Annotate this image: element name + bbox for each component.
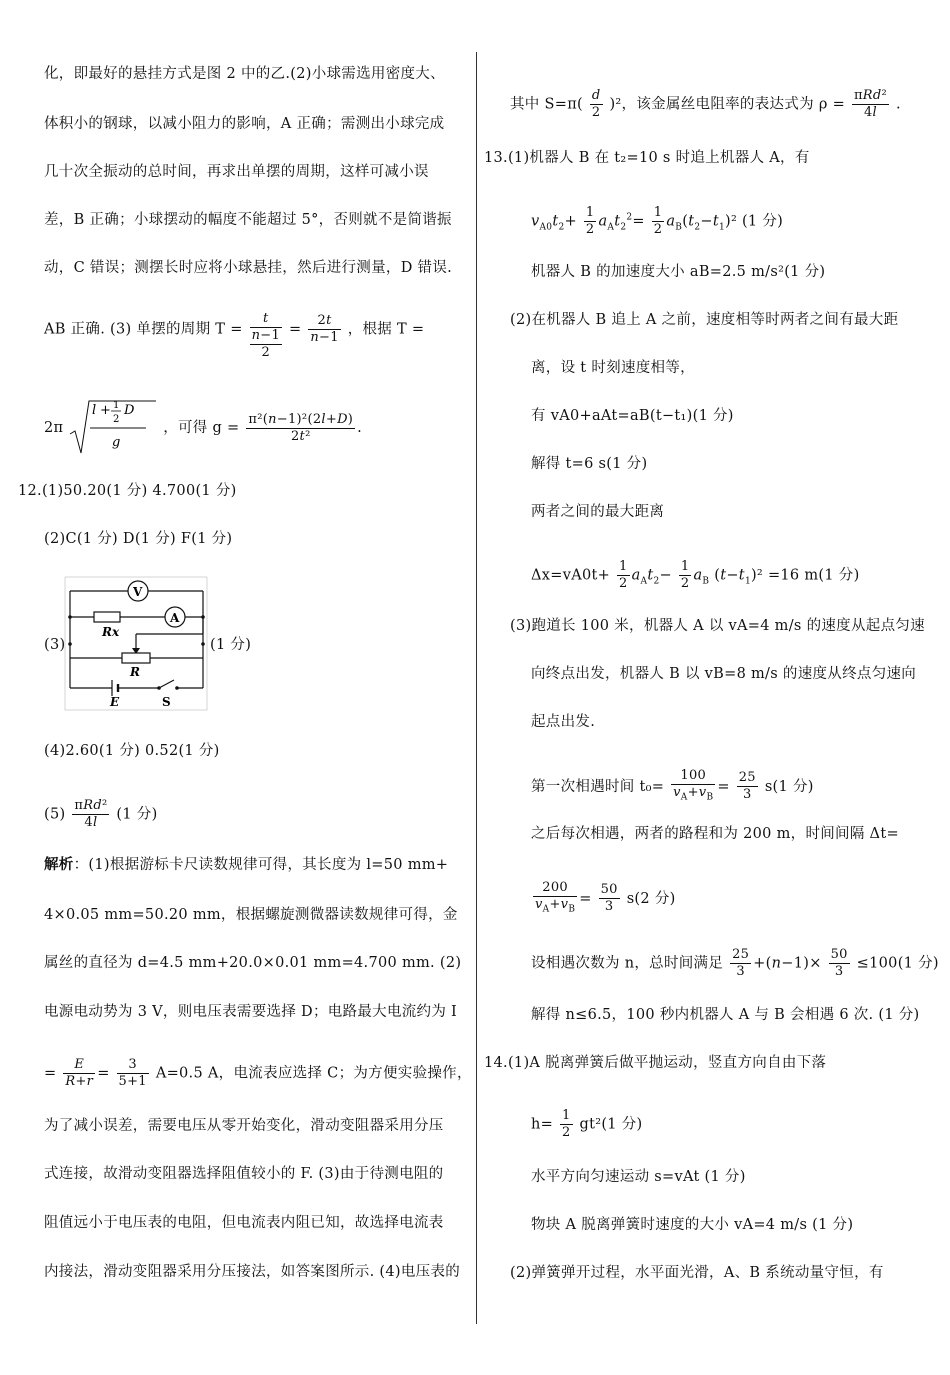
svg-text:+: + <box>100 403 112 418</box>
period-formula-line: AB 正确. (3) 单摆的周期 T = t n−1 2 = $\frac{2t}{n-1}$ ，根据 T = <box>44 311 425 360</box>
q12-part5 <box>44 798 158 831</box>
text-line: 4×0.05 mm=50.20 mm，根据螺旋测微器读数规律可得，金 <box>44 907 458 923</box>
q12-part2: (2)C(1 分) D(1 分) F(1 分) <box>44 531 233 547</box>
text-segment: s(1 分) <box>764 778 814 795</box>
fraction: $\frac{E}{R+r}$ <box>65 1057 94 1089</box>
text-segment: 设相遇次数为 n，总时间满足 <box>531 955 724 972</box>
text-line: 有 vA0+aAt=aB(t−t₁)(1 分) <box>531 408 734 424</box>
text-segment: h= <box>531 1116 554 1133</box>
fraction: $\frac{\text{πRd²}}{4l}$ <box>74 798 108 830</box>
ammeter-label: A <box>170 611 180 625</box>
column-divider <box>476 52 477 1324</box>
switch-label: S <box>162 695 171 709</box>
text-line: 内接法，滑动变阻器采用分压接法，如答案图所示. (4)电压表的 <box>44 1264 461 1280</box>
text-line: 水平方向匀速运动 s=vAt (1 分) <box>531 1169 746 1185</box>
text-line: 解得 t=6 s(1 分) <box>531 456 648 472</box>
text-line: 离，设 t 时刻速度相等， <box>531 360 695 376</box>
current-formula-line: = $\frac{E}{R+r}$ = $\frac{3}{5+1}$ A=0.5 A，电流表应选择 C；为方便实验操作， <box>44 1057 472 1089</box>
analysis-heading: 解析 <box>44 856 74 873</box>
q13-first-meet: 第一次相遇时间 t₀= $\frac{100}{v_A+v_B}$ = $\frac{25}{3}$ s(1 分) <box>531 768 814 803</box>
text-segment: 2π <box>44 420 64 436</box>
fraction: $\frac{2t}{n-1}$ <box>310 313 339 345</box>
circuit-diagram <box>62 576 208 712</box>
text-segment: (1 分) <box>741 213 784 230</box>
rheostat-label: R <box>130 665 140 679</box>
text-line: (3)跑道长 100 米，机器人 A 以 vA=4 m/s 的速度从起点匀速 <box>510 618 925 634</box>
fraction: $\frac{\text{π²(n−1)²(2l+D)}}{\text{2t²}}$ <box>248 411 354 444</box>
voltmeter-label: V <box>133 585 143 599</box>
text-line: (2)弹簧弹开过程，水平面光滑，A、B 系统动量守恒，有 <box>510 1265 884 1281</box>
resistor-rx-icon <box>94 612 120 622</box>
text-line: 机器人 B 的加速度大小 aB=2.5 m/s²(1 分) <box>531 264 826 280</box>
text-line: 向终点出发，机器人 B 以 vB=8 m/s 的速度从终点匀速向 <box>531 666 917 682</box>
gravity-formula-line: 2π l + 1 2 D g ，可得 g = $\frac{\text{π²(n−1)²(2l+D)}}{\text{2t²}}$ . <box>44 398 362 458</box>
svg-text:D: D <box>124 403 136 418</box>
q13-count-inequality: 设相遇次数为 n，总时间满足 $\frac{25}{3}$ +(n−1)× $\frac{50}{3}$ ≤100(1 分) <box>531 947 939 979</box>
text-segment: = <box>44 1065 57 1082</box>
analysis-line <box>44 855 448 875</box>
text-line: 体积小的钢球，以减小阻力的影响，A 正确；需测出小球完成 <box>44 116 445 132</box>
text-line: 电源电动势为 3 V，则电压表需要选择 D；电路最大电流约为 I <box>44 1004 458 1020</box>
text-line: 差，B 正确；小球摆动的幅度不能超过 5°，否则就不是简谐振 <box>44 212 452 228</box>
resistivity-line <box>510 88 901 121</box>
svg-text:l: l <box>92 403 97 418</box>
text-line: 为了减小误差，需要电压从零开始变化，滑动变阻器采用分压 <box>44 1118 444 1134</box>
text-segment: ≤100(1 分) <box>856 955 939 972</box>
text-segment: ：(1)根据游标卡尺读数规律可得，其长度为 l=50 mm+ <box>73 857 449 873</box>
text-line: 物块 A 脱离弹簧时速度的大小 vA=4 m/s (1 分) <box>531 1217 854 1233</box>
q12-part3-score: (1 分) <box>210 637 252 653</box>
q13-equation1: $v_{A0}t_2+$ $\frac{1}{2}$ $a_At_2^2=$ $\frac{1}{2}$ $a_B(t_2-t_1)^2$ (1 分) <box>531 205 784 237</box>
text-line: (2)在机器人 B 追上 A 之前，速度相等时两者之间有最大距 <box>510 312 899 328</box>
text-segment: ，根据 T = <box>347 321 425 338</box>
sqrt-expression <box>68 398 158 458</box>
text-segment: 其中 S=π( <box>510 96 583 113</box>
fraction: $\frac{d}{2}$ <box>591 88 601 120</box>
text-line: 几十次全振动的总时间，再求出单摆的周期，这样可减小误 <box>44 164 429 180</box>
battery-label: E <box>110 695 120 709</box>
text-segment: ，可得 g = <box>163 420 240 436</box>
fraction: t n−1 2 <box>251 311 281 360</box>
q13-interval: $\frac{200}{v_A+v_B}$ = $\frac{50}{3}$ s(2 分) <box>535 880 676 915</box>
q12-part1: 12.(1)50.20(1 分) 4.700(1 分) <box>18 483 237 499</box>
svg-text:1: 1 <box>113 400 120 411</box>
text-line: 起点出发. <box>531 714 596 730</box>
text-line: 阻值远小于电压表的电阻，但电流表内阻已知，故选择电流表 <box>44 1215 444 1231</box>
text-line: 化，即最好的悬挂方式是图 2 中的乙.(2)小球需选用密度大、 <box>44 66 445 82</box>
text-segment: )²，该金属丝电阻率的表达式为 ρ = <box>609 96 846 113</box>
q12-part3-label: (3) <box>44 637 66 653</box>
text-segment: gt²(1 分) <box>579 1116 643 1133</box>
svg-text:g: g <box>112 435 121 450</box>
q14-part1: 14.(1)A 脱离弹簧后做平抛运动，竖直方向自由下落 <box>484 1055 827 1071</box>
text-line: 属丝的直径为 d=4.5 mm+20.0×0.01 mm=4.700 mm. (2) <box>44 955 462 971</box>
text-line: 两者之间的最大距离 <box>531 504 665 520</box>
q13-part1: 13.(1)机器人 B 在 t₂=10 s 时追上机器人 A，有 <box>484 150 810 166</box>
text-line: 解得 n≤6.5，100 秒内机器人 A 与 B 会相遇 6 次. (1 分) <box>531 1007 920 1023</box>
text-segment: s(2 分) <box>626 890 676 907</box>
text-segment: =16 m(1 分) <box>767 567 860 584</box>
text-segment: (1 分) <box>116 806 158 823</box>
fraction: $\frac{\text{πRd²}}{4l}$ <box>853 88 888 120</box>
text-line: 之后每次相遇，两者的路程和为 200 m，时间间隔 Δt= <box>531 826 899 842</box>
q13-max-distance: Δx=vA0t+ $\frac{1}{2}$ $a_At_2-$ $\frac{1}{2}$ $a_B$ $(t-t_1)^2 =16$ m(1 分) <box>531 559 860 591</box>
resistor-rx-label: Rx <box>102 625 120 639</box>
text-segment: . <box>895 96 901 113</box>
text-line: 式连接，故滑动变阻器选择阻值较小的 F. (3)由于待测电阻的 <box>44 1166 444 1182</box>
rheostat-icon <box>122 653 150 663</box>
text-segment: AB 正确. (3) 单摆的周期 T = <box>44 321 243 338</box>
text-segment: Δx=vA0t+ <box>531 567 611 584</box>
q12-part4: (4)2.60(1 分) 0.52(1 分) <box>44 743 220 759</box>
text-line: 动，C 错误；测摆长时应将小球悬挂，然后进行测量，D 错误. <box>44 260 453 276</box>
text-segment: A=0.5 A，电流表应选择 C；为方便实验操作， <box>155 1065 472 1082</box>
svg-text:2: 2 <box>113 414 120 425</box>
q14-fall-height: h= $\frac{1}{2}$ gt²(1 分) <box>531 1108 643 1140</box>
text-segment: (5) <box>44 806 66 823</box>
text-segment: 第一次相遇时间 t₀= <box>531 778 665 795</box>
fraction: $\frac{3}{5+1}$ <box>118 1057 147 1089</box>
